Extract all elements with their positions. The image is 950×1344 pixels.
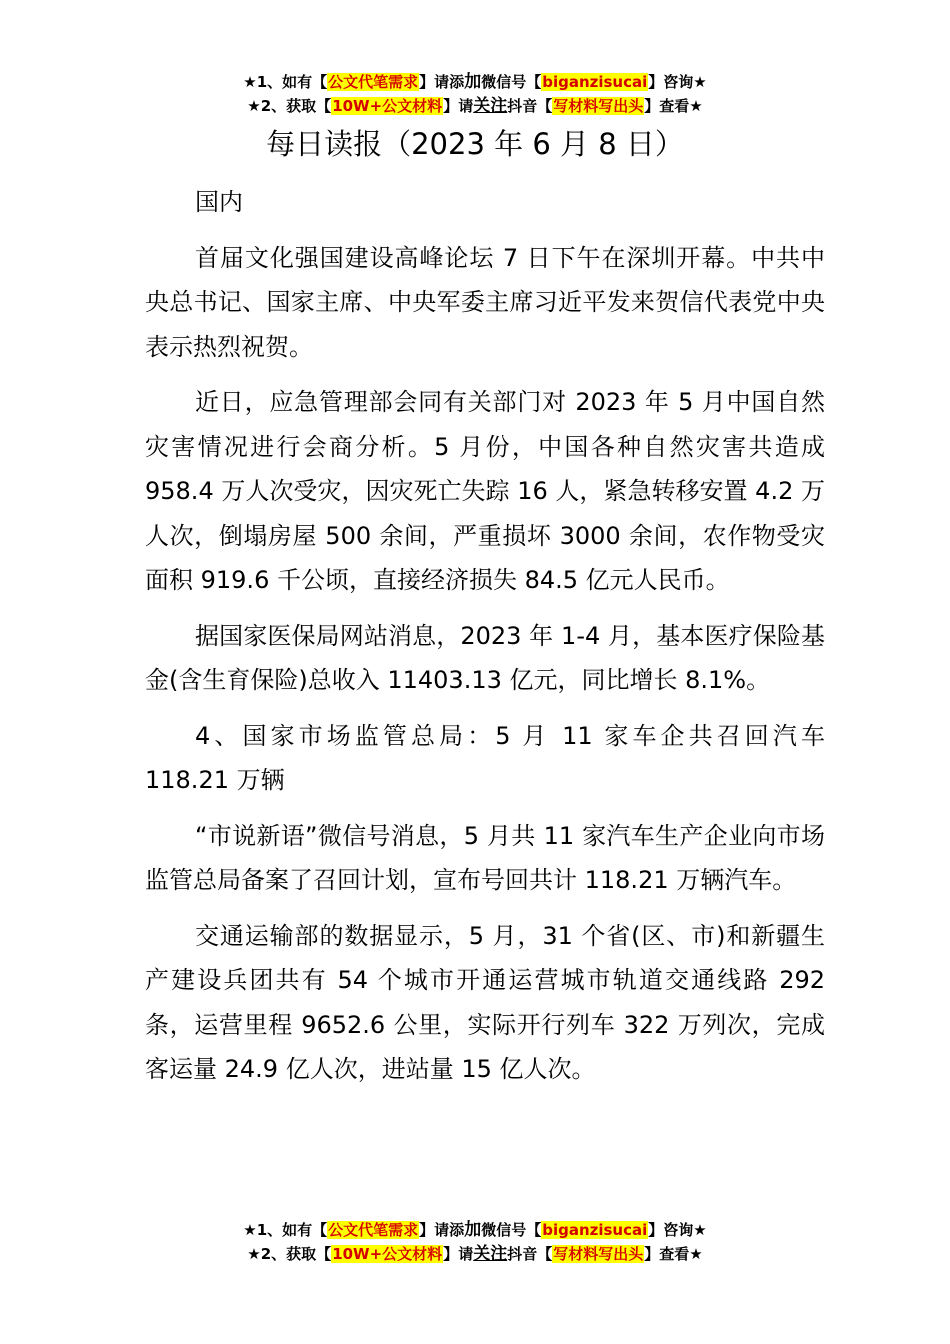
- promo-highlight: 公文代笔需求: [328, 73, 419, 91]
- promo-text: 】请: [443, 97, 474, 115]
- promo-line-1: [0, 70, 950, 94]
- promo-line-2: [0, 94, 950, 118]
- section-heading: 国内: [195, 188, 243, 216]
- promo-text: 】查看★: [644, 97, 703, 115]
- promo-text: 】请添: [419, 1221, 465, 1239]
- promo-highlight: 写材料写出头: [553, 1245, 644, 1263]
- promo-text: 】请添: [419, 73, 465, 91]
- promo-text: 关注: [473, 1244, 508, 1264]
- page-title: 每日读报（2023 年 6 月 8 日）: [266, 127, 684, 161]
- promo-text: 加: [464, 1220, 482, 1240]
- promo-text: 微信号【: [481, 1221, 542, 1239]
- promo-footer: [0, 1218, 950, 1266]
- promo-text: 微信号【: [481, 73, 542, 91]
- paragraph: “市说新语”微信号消息，5 月共 11 家汽车生产企业向市场监管总局备案了召回计划，宣布号回共计 118.21 万辆汽车。: [145, 821, 825, 894]
- promo-highlight: 10W+公文材料: [332, 1245, 443, 1263]
- promo-text: 】请: [443, 1245, 474, 1263]
- promo-text: 】查看★: [644, 1245, 703, 1263]
- promo-highlight: 写材料写出头: [553, 97, 644, 115]
- promo-highlight: 10W+公文材料: [332, 97, 443, 115]
- promo-text: 】咨询★: [648, 1221, 707, 1239]
- promo-text: ★1、如有【: [243, 1221, 328, 1239]
- promo-line-2: [0, 1242, 950, 1266]
- promo-text: 抖音【: [507, 97, 553, 115]
- promo-text: ★2、获取【: [247, 1245, 332, 1263]
- promo-text: 关注: [473, 96, 508, 116]
- paragraph: 据国家医保局网站消息，2023 年 1-4 月，基本医疗保险基金(含生育保险)总收入 11403.13 亿元，同比增长 8.1%。: [145, 621, 825, 694]
- promo-header: [0, 70, 950, 118]
- paragraph: 首届文化强国建设高峰论坛 7 日下午在深圳开幕。中共中央总书记、国家主席、中央军委主席习近平发来贺信代表党中央表示热烈祝贺。: [145, 243, 825, 361]
- document-body: [145, 180, 825, 1103]
- promo-text: 】咨询★: [648, 73, 707, 91]
- promo-text: ★1、如有【: [243, 73, 328, 91]
- promo-text: 加: [464, 72, 482, 92]
- promo-line-1: [0, 1218, 950, 1242]
- promo-highlight: 公文代笔需求: [328, 1221, 419, 1239]
- promo-highlight: biganzisucai: [542, 1221, 648, 1239]
- promo-text: ★2、获取【: [247, 97, 332, 115]
- paragraph: 4、国家市场监管总局：5 月 11 家车企共召回汽车 118.21 万辆: [145, 721, 825, 794]
- promo-text: 抖音【: [507, 1245, 553, 1263]
- paragraph: 近日，应急管理部会同有关部门对 2023 年 5 月中国自然灾害情况进行会商分析。5 月份，中国各种自然灾害共造成 958.4 万人次受灾，因灾死亡失踪 16 人，紧急转移安置 4.2 万人次，倒塌房屋 500 余间，严重损坏 3000 余间，农作物受灾面积 919.6 千公顷，直接经济损失 84.5 亿元人民币。: [145, 388, 825, 594]
- promo-highlight: biganzisucai: [542, 73, 648, 91]
- paragraph: 交通运输部的数据显示，5 月，31 个省(区、市)和新疆生产建设兵团共有 54 个城市开通运营城市轨道交通线路 292 条，运营里程 9652.6 公里，实际开行列车 322 万列次，完成客运量 24.9 亿人次，进站量 15 亿人次。: [145, 921, 825, 1083]
